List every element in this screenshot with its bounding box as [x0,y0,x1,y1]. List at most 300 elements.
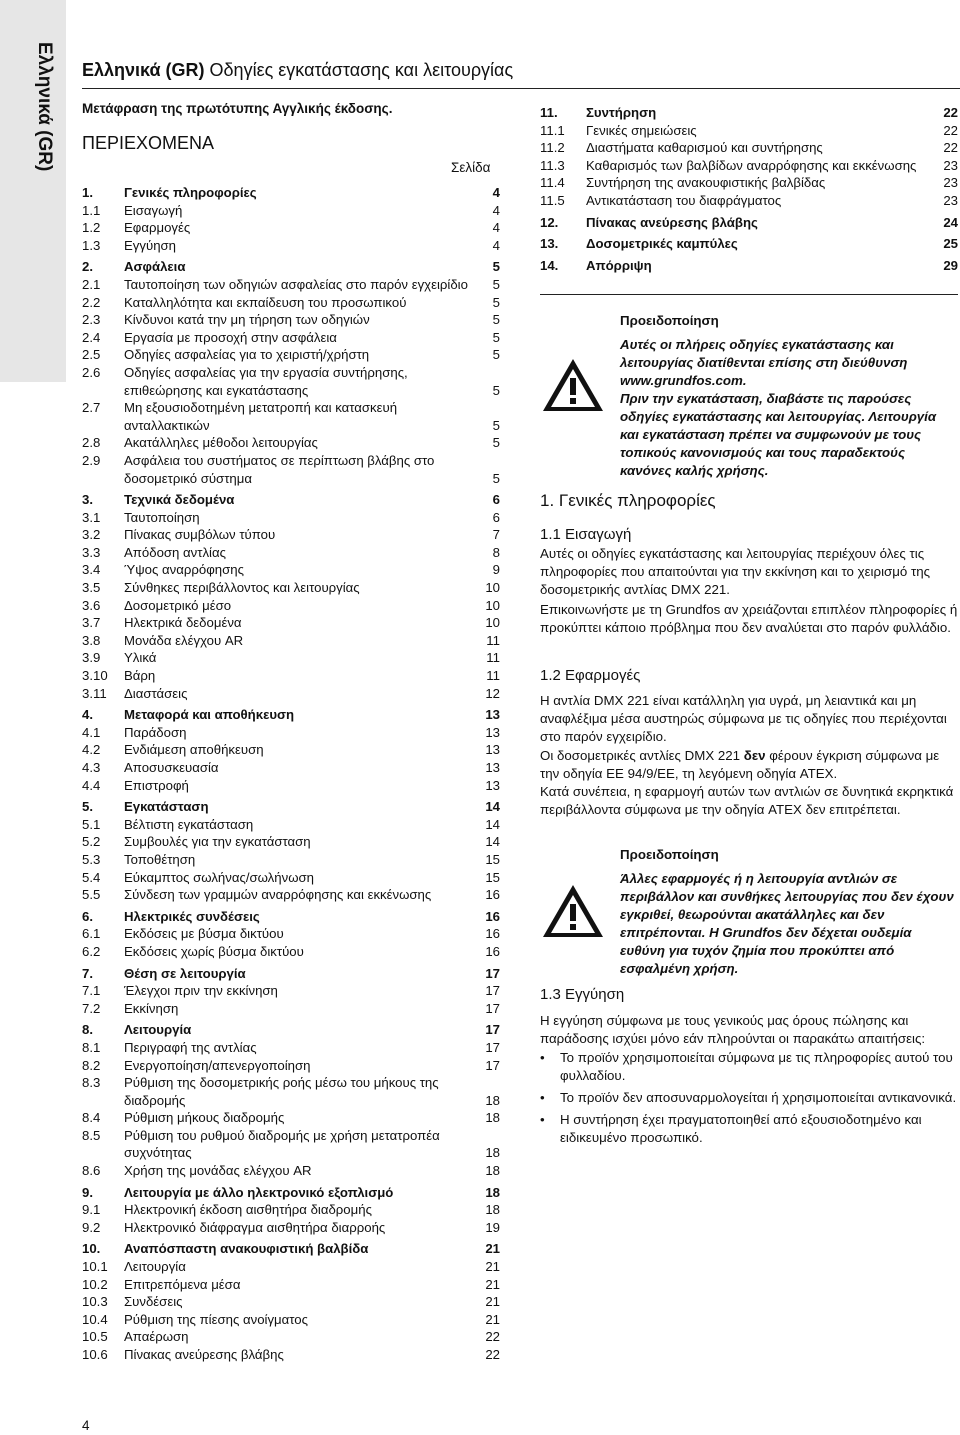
paragraph: Αυτές οι οδηγίες εγκατάστασης και λειτουργίας περιέχουν όλες τις πληροφορίες που απαιτούνται για την εκκίνηση και το χειρισμό της δοσομετρικής αντλίας DMX 221. [540,546,931,597]
toc-entry-number: 5.5 [82,887,101,903]
toc-entry-page: 6 [492,509,500,525]
toc-entry[interactable] [82,219,500,237]
toc-entry-title: Υλικά [124,650,157,666]
paragraph: Κατά συνέπεια, η εφαρμογή αυτών των αντλιών σε δυνητικά εκρηκτικά περιβάλλοντα σύμφωνα με την οδηγία ATEX δεν επιτρέπεται. [540,784,954,817]
toc-entry-title: Μεταφορά και αποθήκευση [124,707,295,723]
toc-entry[interactable] [82,294,500,312]
toc-entry-number: 8.2 [82,1057,101,1073]
toc-entry-page: 19 [485,1219,500,1235]
toc-entry-title: Ηλεκτρονικό διάφραγμα αισθητήρα διαρροής [124,1219,386,1235]
toc-entry[interactable] [82,816,500,834]
toc-entry[interactable] [82,311,500,329]
toc-entry-title: Εγγύηση [124,237,177,253]
toc-entry[interactable] [82,649,500,667]
toc-entry[interactable] [82,851,500,869]
toc-entry[interactable] [82,1276,500,1294]
toc-entry-page: 22 [943,140,958,156]
warning-triangle-icon [540,882,606,940]
toc-entry-page: 4 [492,185,500,200]
toc-entry-number: 3. [82,492,93,508]
toc-entry[interactable] [82,434,500,452]
toc-entry-number: 3.11 [82,685,107,701]
toc-entry-page: 21 [485,1259,500,1275]
section-heading: 1. Γενικές πληροφορίες [540,491,716,510]
paragraph [540,747,958,783]
toc-entry-page: 5 [492,417,500,433]
toc-entry-number: 4.1 [82,724,101,740]
toc-entry-title: Πίνακας συμβόλων τύπου [124,527,276,543]
toc-entry-number: 14. [540,257,559,273]
toc-entry[interactable] [82,1328,500,1346]
toc-entry-title: Συντήρηση [586,105,657,120]
toc-entry-title: Βέλτιστη εγκατάσταση [124,816,254,832]
toc-entry-title: Εργασία με προσοχή στην ασφάλεια [124,329,337,345]
paragraph-emphasis: δεν [743,748,766,763]
toc-entry-page: 12 [485,685,500,701]
toc-entry-page: 5 [492,435,500,451]
toc-entry-page: 11 [486,668,500,684]
toc-entry-page: 10 [485,615,500,631]
toc-entry-page: 7 [492,527,500,543]
toc-entry-page: 18 [485,1184,500,1200]
toc-entry-page: 16 [485,943,500,959]
toc-divider [540,294,958,295]
toc-entry-title: Ηλεκτρικές συνδέσεις [124,908,260,924]
toc-heading: ΠΕΡΙΕΧΟΜΕΝΑ [82,133,215,153]
toc-entry-title: Διαστήματα καθαρισμού και συντήρησης [586,140,823,156]
toc-entry-page: 18 [485,1202,500,1218]
toc-entry[interactable] [82,202,500,220]
toc-entry-page: 17 [485,1057,500,1073]
toc-entry-page: 16 [485,887,500,903]
toc-entry-page: 29 [943,257,958,273]
toc-entry-title: Εύκαμπτος σωλήνας/σωλήνωση [124,869,314,885]
toc-entry[interactable] [82,1201,500,1219]
toc-entry[interactable] [540,257,958,275]
toc-entry-number: 2.3 [82,312,101,328]
list-item: • Το προϊόν δεν αποσυναρμολογείται ή χρησιμοποιείται αντικανονικά. [540,1089,958,1107]
toc-entry-title: Ενεργοποίηση/απενεργοποίηση [124,1057,311,1073]
toc-entry-number: 2.6 [82,364,101,380]
toc-entry-page: 5 [492,276,500,292]
toc-entry[interactable] [82,943,500,961]
toc-entry-number: 4. [82,707,93,723]
subsection-heading: 1.1 Εισαγωγή [540,526,632,543]
toc-entry[interactable] [82,1162,500,1180]
toc-entry-number: 5.4 [82,869,101,885]
toc-entry-page: 9 [492,562,500,578]
toc-entry-number: 3.2 [82,527,101,543]
side-tab-label: Ελληνικά (GR) [34,42,55,172]
toc-entry-number: 10.6 [82,1347,108,1362]
toc-entry-title: Απόδοση αντλίας [124,544,226,560]
toc-entry-page: 18 [485,1163,500,1179]
toc-entry-page: 23 [943,175,958,191]
toc-entry-page: 17 [485,1000,500,1016]
toc-entry[interactable] [82,1057,500,1075]
toc-entry-number: 4.2 [82,742,101,758]
toc-entry-title: Κίνδυνοι κατά την μη τήρηση των οδηγιών [124,312,370,328]
toc-entry-number: 2.5 [82,347,101,363]
toc-entry-number: 7.2 [82,1000,101,1016]
warning-body: Άλλες εφαρμογές ή η λειτουργία αντλιών σε περιβάλλον και συνθήκες λειτουργίας που δεν έχουν εγκριθεί, θεωρούνται ακατάλληλες και δεν επιτρέπονται. Η Grundfos δεν δέχεται ουδεμία ευθύνη για τυχόν ζημία που προκύπτει από εσφαλμένη χρήση. [620,871,954,976]
toc-entry-number: 11.1 [540,122,565,138]
toc-entry[interactable] [82,184,500,202]
toc-entry[interactable] [82,1240,500,1258]
toc-entry[interactable] [82,346,500,364]
toc-entry-page: 14 [485,834,500,850]
toc-entry[interactable] [82,965,500,983]
paragraph: Επικοινωνήστε με τη Grundfos αν χρειάζονται επιπλέον πληροφορίες ή προκύπτει κάποιο πρόβλημα που δεν αναλύεται στο παρόν φυλλάδιο. [540,602,958,635]
toc-entry-number: 3.5 [82,580,101,596]
toc-entry-title: Επιτρεπόμενα μέσα [124,1276,241,1292]
toc-entry[interactable] [82,667,500,685]
toc-entry[interactable] [540,157,958,175]
toc-entry-title: Ασφάλεια [124,259,186,275]
toc-entry[interactable] [82,526,500,544]
table-of-contents-left [82,184,500,1364]
toc-entry-number: 5.2 [82,834,101,850]
toc-entry[interactable] [82,798,500,816]
toc-entry[interactable] [82,364,500,399]
toc-entry-page: 22 [485,1347,500,1362]
toc-entry[interactable] [82,1258,500,1276]
toc-entry-page: 16 [485,926,500,942]
toc-entry[interactable] [82,544,500,562]
warning-heading: Προειδοποίηση [620,847,719,862]
toc-entry[interactable] [82,1293,500,1311]
toc-entry-page: 14 [485,816,500,832]
toc-entry-page: 5 [492,470,500,486]
toc-entry-number: 5. [82,799,93,815]
toc-entry-title: Ασφάλεια του συστήματος σε περίπτωση βλάβης στο δοσομετρικό σύστημα [124,452,435,486]
toc-entry-page: 21 [485,1276,500,1292]
toc-entry-title: Ηλεκτρονική έκδοση αισθητήρα διαδρομής [124,1202,372,1218]
toc-entry[interactable] [82,597,500,615]
toc-entry[interactable] [82,1311,500,1329]
toc-entry-page: 13 [485,724,500,740]
toc-entry[interactable] [82,329,500,347]
toc-entry-page: 13 [485,760,500,775]
toc-entry-title: Ρύθμιση του ρυθμού διαδρομής με χρήση μετατροπέα συχνότητας [124,1127,440,1161]
toc-entry-number: 6.1 [82,926,101,942]
warning-text-2 [620,846,958,978]
list-item: • Η συντήρηση έχει πραγματοποιηθεί από εξουσιοδοτημένο και ειδικευμένο προσωπικό. [540,1111,958,1147]
toc-entry-title: Ύψος αναρρόφησης [124,562,244,578]
toc-entry-page: 4 [492,202,500,218]
toc-entry-number: 11.2 [540,140,565,156]
toc-entry-number: 7. [82,965,93,981]
toc-entry-number: 4.3 [82,760,101,775]
paragraph-text: Οι δοσομετρικές αντλίες DMX 221 [540,748,744,763]
toc-entry[interactable] [82,1127,500,1162]
toc-entry-page: 11 [486,650,500,666]
toc-entry-title: Γενικές πληροφορίες [124,185,257,200]
toc-entry-number: 8.5 [82,1127,101,1143]
toc-entry-title: Παράδοση [124,724,187,740]
header-subtitle: Οδηγίες εγκατάστασης και λειτουργίας [204,60,514,80]
toc-entry-number: 3.10 [82,668,108,684]
toc-entry-title: Τοποθέτηση [124,851,196,867]
toc-entry[interactable] [82,1039,500,1057]
toc-entry-title: Διαστάσεις [124,685,188,701]
toc-entry-page: 15 [485,869,500,885]
toc-entry-number: 5.3 [82,851,101,867]
toc-entry-page: 10 [485,597,500,613]
toc-entry-title: Λειτουργία [124,1022,192,1038]
toc-entry-number: 1. [82,185,93,200]
toc-entry-title: Επιστροφή [124,777,189,793]
toc-entry-number: 10.2 [82,1276,108,1292]
toc-entry[interactable] [82,1219,500,1237]
toc-entry-number: 13. [540,236,559,252]
toc-entry-page: 25 [943,236,958,252]
toc-entry-number: 2.9 [82,452,101,468]
warning-text-1 [620,312,958,480]
toc-entry-title: Εκκίνηση [124,1000,179,1016]
toc-entry-page: 22 [943,122,958,138]
toc-entry-number: 9.2 [82,1219,101,1235]
toc-entry-page: 11 [486,632,500,648]
warranty-conditions-list [540,1049,958,1151]
toc-entry-title: Ταυτοποίηση των οδηγιών ασφαλείας στο παρόν εγχειρίδιο [124,276,468,292]
toc-entry-number: 11. [540,105,558,120]
toc-entry[interactable] [82,632,500,650]
toc-entry[interactable] [82,724,500,742]
toc-entry-title: Σύνδεση των γραμμών αναρρόφησης και εκκένωσης [124,887,432,903]
toc-entry[interactable] [82,706,500,724]
toc-entry-page: 21 [485,1311,500,1327]
toc-entry-number: 8.3 [82,1075,101,1091]
toc-entry-title: Συνδέσεις [124,1294,183,1310]
toc-entry-number: 8.1 [82,1039,101,1055]
toc-entry-number: 8. [82,1022,93,1038]
toc-entry-title: Αντικατάσταση του διαφράγματος [586,192,782,208]
toc-entry-number: 3.4 [82,562,101,578]
toc-entry-title: Λειτουργία [124,1259,186,1275]
toc-entry-title: Έλεγχοι πριν την εκκίνηση [124,983,278,999]
toc-entry[interactable] [82,759,500,777]
toc-entry-title: Δοσομετρικές καμπύλες [586,236,738,252]
toc-entry-page: 13 [485,742,500,758]
toc-entry-page: 21 [485,1241,500,1257]
toc-entry-number: 3.6 [82,597,101,613]
toc-entry-title: Αναπόσπαστη ανακουφιστική βαλβίδα [124,1241,369,1257]
toc-entry-title: Συντήρηση της ανακουφιστικής βαλβίδας [586,175,826,191]
paragraph: Η αντλία DMX 221 είναι κατάλληλη για υγρά, μη λειαντικά και μη αναφλέξιμα μέσα αυστηρώς σύμφωνα με τις οδηγίες που περιέχονται στο παρόν εγχειρίδιο. [540,693,947,744]
toc-entry-title: Εισαγωγή [124,202,183,218]
toc-entry-page: 23 [943,192,958,208]
toc-entry-title: Οδηγίες ασφαλείας για την εργασία συντήρησης, επιθεώρησης και εγκατάστασης [124,364,408,398]
toc-entry-number: 11.4 [540,175,565,191]
language-side-tab [0,0,66,382]
toc-entry-number: 3.3 [82,544,101,560]
toc-entry[interactable] [82,1021,500,1039]
toc-entry-title: Αποσυσκευασία [124,760,219,775]
toc-entry[interactable] [82,1000,500,1018]
paragraph-text: φέρουν έγκριση σύμφωνα με την οδηγία ΕΕ 94/9/ΕΕ, τη λεγόμενη οδηγία ATEX. [540,748,940,781]
toc-entry[interactable] [82,1346,500,1364]
toc-entry-page: 5 [492,382,500,398]
toc-entry-page: 16 [485,908,500,924]
list-item: • Το προϊόν χρησιμοποιείται σύμφωνα με τις πληροφορίες αυτού του φυλλαδίου. [540,1049,958,1085]
toc-entry-title: Ενδιάμεση αποθήκευση [124,742,264,758]
toc-entry-number: 3.9 [82,650,101,666]
toc-entry-page: 5 [492,329,500,345]
toc-entry[interactable] [540,214,958,232]
toc-entry-title: Εκδόσεις χωρίς βύσμα δικτύου [124,943,304,959]
toc-entry-number: 10.3 [82,1294,108,1310]
toc-entry-number: 10.1 [82,1259,108,1275]
toc-entry-title: Μη εξουσιοδοτημένη μετατροπή και κατασκευή ανταλλακτικών [124,400,398,433]
page-column-label: Σελίδα [451,160,491,175]
toc-entry-number: 1.2 [82,220,101,236]
toc-entry[interactable] [540,174,958,192]
header-language: Ελληνικά (GR) [82,60,205,80]
toc-entry-title: Χρήση της μονάδας ελέγχου AR [124,1163,312,1179]
warning-heading: Προειδοποίηση [620,313,719,328]
toc-entry-page: 17 [485,1022,500,1038]
toc-entry[interactable] [82,579,500,597]
toc-entry[interactable] [540,104,958,122]
toc-entry-title: Απόρριψη [586,257,652,273]
toc-entry-page: 5 [492,294,500,310]
toc-entry-number: 11.3 [540,157,565,173]
toc-entry-number: 3.7 [82,615,101,631]
toc-entry-page: 6 [492,492,500,508]
toc-entry[interactable] [82,925,500,943]
toc-entry-page: 18 [485,1145,500,1161]
toc-entry-number: 5.1 [82,816,101,832]
subsection-heading: 1.3 Εγγύηση [540,986,625,1003]
toc-entry[interactable] [82,509,500,527]
toc-entry-number: 8.4 [82,1110,101,1126]
toc-entry-title: Περιγραφή της αντλίας [124,1039,257,1055]
toc-entry-title: Μονάδα ελέγχου AR [124,632,244,648]
table-of-contents-right [540,104,958,274]
toc-entry[interactable] [82,777,500,795]
toc-entry-number: 1.1 [82,202,101,218]
toc-entry-number: 10.5 [82,1329,108,1345]
toc-entry[interactable] [540,235,958,253]
toc-entry-title: Ρύθμιση της πίεσης ανοίγματος [124,1311,308,1327]
toc-entry-page: 15 [485,851,500,867]
toc-entry-page: 10 [485,580,500,596]
document-header [82,60,513,81]
toc-entry-page: 18 [485,1110,500,1126]
toc-entry-page: 23 [943,157,958,173]
toc-entry-title: Ακατάλληλες μέθοδοι λειτουργίας [124,435,318,451]
toc-entry-number: 9.1 [82,1202,101,1218]
toc-entry-number: 12. [540,214,559,230]
toc-entry-title: Εγκατάσταση [124,799,209,815]
toc-entry-page: 5 [492,259,500,275]
toc-entry-page: 22 [943,105,958,120]
toc-entry-number: 3.1 [82,509,101,525]
toc-entry-page: 17 [485,965,500,981]
toc-entry[interactable] [82,833,500,851]
toc-entry-number: 2.8 [82,435,101,451]
toc-entry-title: Εφαρμογές [124,220,191,236]
toc-entry-page: 18 [485,1092,500,1108]
toc-entry[interactable] [82,982,500,1000]
toc-entry[interactable] [82,1074,500,1109]
toc-entry-title: Οδηγίες ασφαλείας για το χειριστή/χρήστη [124,347,370,363]
toc-entry[interactable] [82,741,500,759]
toc-entry-page: 17 [485,983,500,999]
toc-entry-page: 5 [492,347,500,363]
toc-entry-title: Καταλληλότητα και εκπαίδευση του προσωπικού [124,294,407,310]
toc-entry-title: Λειτουργία με άλλο ηλεκτρονικό εξοπλισμό [124,1184,394,1200]
toc-entry-number: 2.4 [82,329,101,345]
toc-entry-title: Ρύθμιση της δοσομετρικής ροής μέσω του μήκους της διαδρομής [124,1075,439,1108]
toc-entry-title: Καθαρισμός των βαλβίδων αναρρόφησης και εκκένωσης [586,157,917,173]
toc-entry[interactable] [82,869,500,887]
toc-entry-number: 2.1 [82,276,101,292]
toc-entry[interactable] [82,614,500,632]
toc-entry[interactable] [540,192,958,210]
warning-triangle-icon [540,356,606,414]
toc-entry[interactable] [82,237,500,255]
toc-entry-number: 8.6 [82,1163,101,1179]
paragraph: Η εγγύηση σύμφωνα με τους γενικούς μας όρους πώλησης και παράδοσης ισχύει μόνο εάν πληρούνται οι παρακάτω απαιτήσεις: [540,1013,926,1046]
subsection-heading: 1.2 Εφαρμογές [540,667,641,684]
toc-entry-title: Γενικές σημειώσεις [586,122,697,138]
toc-entry[interactable] [82,452,500,487]
toc-entry[interactable] [540,139,958,157]
toc-entry[interactable] [540,122,958,140]
toc-entry[interactable] [82,491,500,509]
toc-entry-number: 10.4 [82,1311,108,1327]
toc-entry-page: 17 [485,1039,500,1055]
header-divider [82,88,960,89]
toc-entry-title: Ρύθμιση μήκους διαδρομής [124,1110,285,1126]
toc-entry-title: Απαέρωση [124,1329,189,1345]
toc-entry-number: 2. [82,259,93,275]
toc-entry[interactable] [82,1184,500,1202]
toc-entry-number: 6. [82,908,93,924]
toc-entry-number: 9. [82,1184,93,1200]
toc-entry[interactable] [82,399,500,434]
toc-entry-number: 1.3 [82,237,101,253]
translation-note: Μετάφραση της πρωτότυπης Αγγλικής έκδοσης. [82,101,393,116]
toc-entry-page: 5 [492,312,500,328]
toc-entry[interactable] [82,258,500,276]
toc-entry[interactable] [82,561,500,579]
toc-entry[interactable] [82,276,500,294]
toc-entry-number: 2.2 [82,294,101,310]
toc-entry[interactable] [82,685,500,703]
toc-entry-number: 3.8 [82,632,101,648]
toc-entry-title: Εκδόσεις με βύσμα δικτύου [124,926,284,942]
toc-entry-number: 7.1 [82,983,101,999]
toc-entry-number: 2.7 [82,400,101,416]
toc-entry[interactable] [82,908,500,926]
toc-entry-title: Σύνθηκες περιβάλλοντος και λειτουργίας [124,580,360,596]
toc-entry-title: Τεχνικά δεδομένα [124,492,235,508]
toc-entry[interactable] [82,1109,500,1127]
toc-entry-page: 8 [492,544,500,560]
toc-entry-title: Πίνακας ανεύρεσης βλάβης [124,1347,284,1362]
toc-entry-page: 13 [485,777,500,793]
toc-entry-page: 13 [485,707,500,723]
warning-body-line: Αυτές οι πλήρεις οδηγίες εγκατάστασης και λειτουργίας διατίθενται επίσης στη διεύθυνση www.grundfos.com. [620,337,908,388]
toc-entry-title: Πίνακας ανεύρεσης βλάβης [586,214,758,230]
toc-entry[interactable] [82,886,500,904]
toc-entry-title: Ταυτοποίηση [124,509,200,525]
toc-entry-page: 4 [492,237,500,253]
toc-entry-page: 21 [485,1294,500,1310]
